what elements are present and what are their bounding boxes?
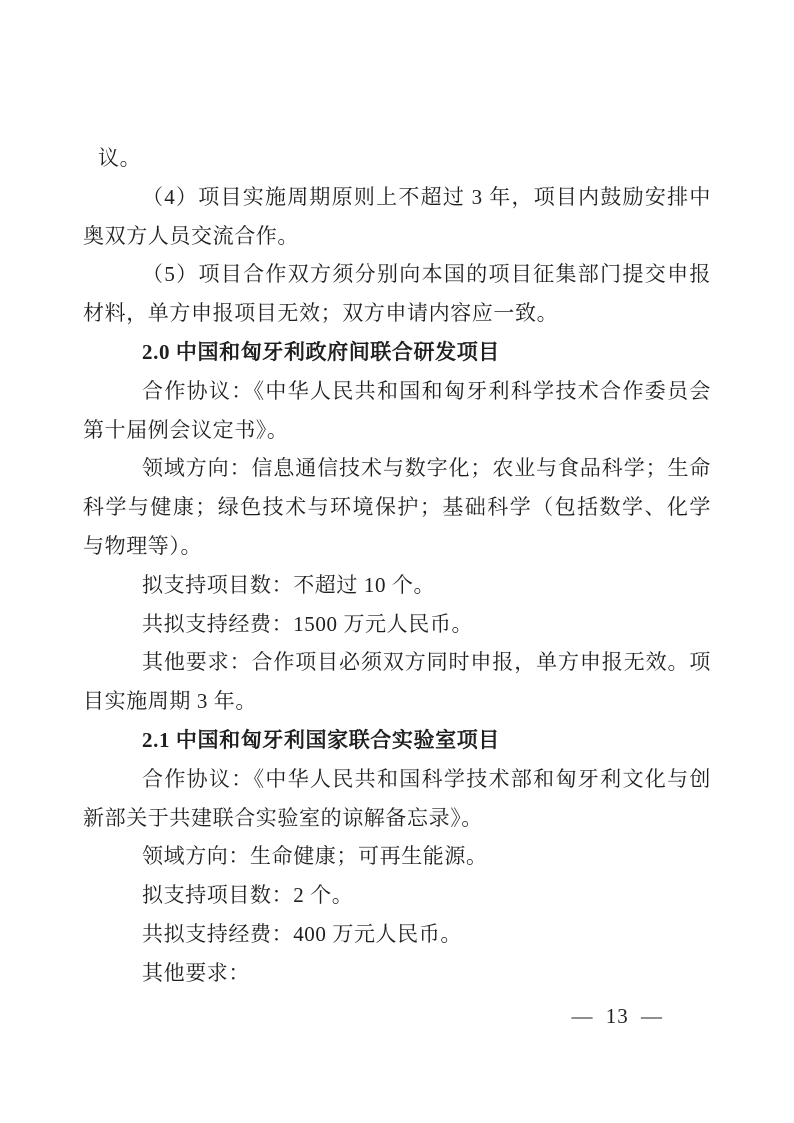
- doc-line: 奥双方人员交流合作。: [83, 223, 299, 248]
- section-heading-2-0: 2.0 中国和匈牙利政府间联合研发项目: [142, 339, 500, 364]
- page-number: — 13 —: [571, 1004, 663, 1028]
- doc-line-continuation: 议。: [98, 146, 142, 170]
- doc-line-item-5: （5）项目合作双方须分别向本国的项目征集部门提交申报: [142, 262, 711, 287]
- doc-line-agreement: 合作协议：《中华人民共和国科学技术部和匈牙利文化与创: [142, 766, 711, 791]
- doc-line-fields: 领域方向：生命健康；可再生能源。: [142, 844, 488, 869]
- section-heading-2-1: 2.1 中国和匈牙利国家联合实验室项目: [142, 727, 500, 752]
- doc-line-funding: 共拟支持经费：1500 万元人民币。: [142, 611, 474, 636]
- doc-line-project-count: 拟支持项目数：2 个。: [142, 883, 354, 908]
- doc-line: 目实施周期 3 年。: [83, 689, 257, 714]
- doc-line-project-count: 拟支持项目数：不超过 10 个。: [142, 572, 436, 597]
- doc-line: 科学与健康；绿色技术与环境保护；基础科学（包括数学、化学: [83, 495, 711, 520]
- doc-line-funding: 共拟支持经费：400 万元人民币。: [142, 921, 462, 946]
- doc-line-agreement: 合作协议：《中华人民共和国和匈牙利科学技术合作委员会: [142, 378, 711, 403]
- doc-line: 与物理等）。: [83, 533, 203, 558]
- doc-line: 材料，单方申报项目无效；双方申请内容应一致。: [83, 301, 559, 326]
- doc-line: 新部关于共建联合实验室的谅解备忘录》。: [83, 805, 483, 830]
- document-text-block: [83, 139, 711, 993]
- doc-line-other-requirements: 其他要求：: [142, 960, 250, 985]
- doc-line-item-4: （4）项目实施周期原则上不超过 3 年，项目内鼓励安排中: [142, 184, 711, 209]
- doc-line: 第十届例会议定书》。: [83, 417, 289, 442]
- doc-line-other-requirements: 其他要求：合作项目必须双方同时申报，单方申报无效。项: [142, 650, 711, 675]
- doc-line-fields: 领域方向：信息通信技术与数字化；农业与食品科学；生命: [142, 456, 711, 481]
